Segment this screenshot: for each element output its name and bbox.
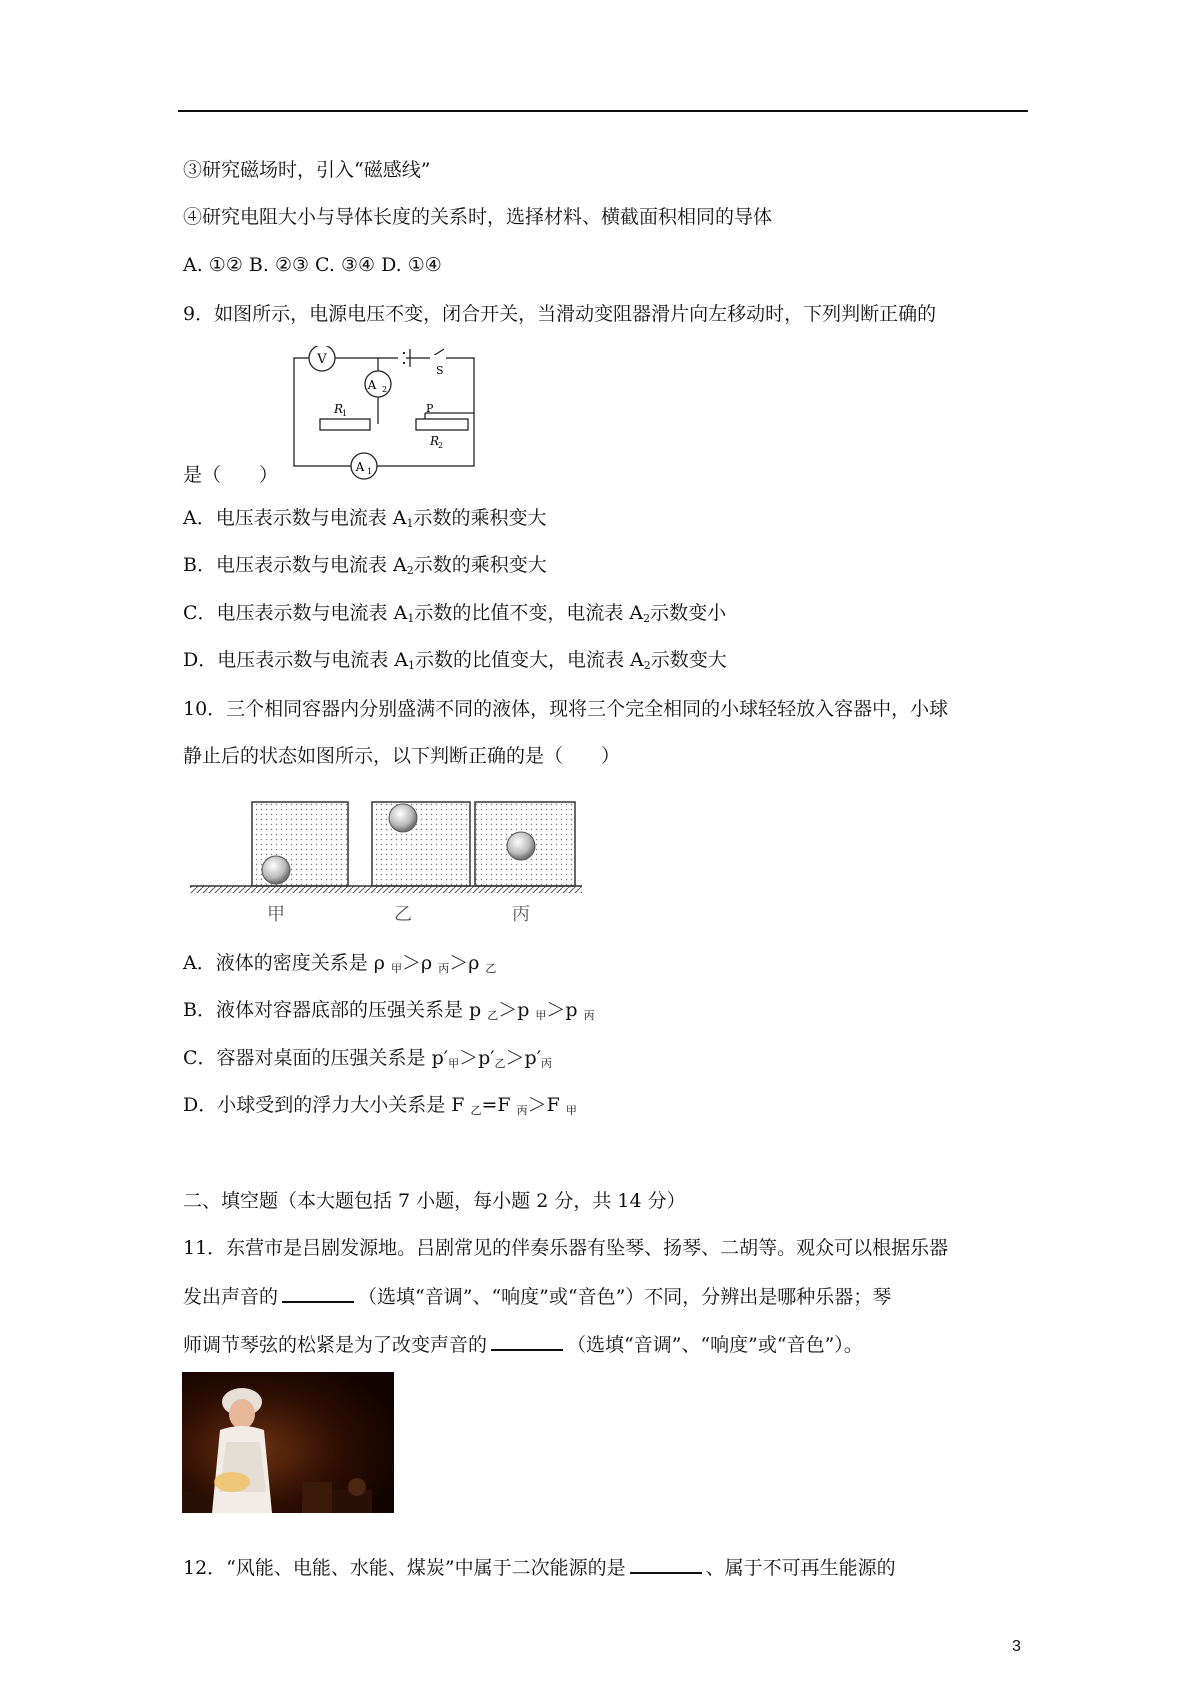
- page-number: 3: [1012, 1638, 1021, 1655]
- option-10a: A．液体的密度关系是 ρ 甲＞ρ 丙＞ρ 乙: [183, 952, 497, 975]
- resistor-r2-sub: 2: [438, 441, 444, 450]
- circuit-diagram: [290, 346, 480, 482]
- container-label-bing: 丙: [512, 904, 530, 925]
- opera-photo: [182, 1372, 394, 1513]
- question-9-tail: 是（ ）: [183, 464, 279, 486]
- ammeter-a1-label: A: [355, 460, 365, 474]
- resistor-r2-label: R: [430, 434, 440, 448]
- question-11: 11．东营市是吕剧发源地。吕剧常见的伴奏乐器有坠琴、扬琴、二胡等。观众可以根据乐器: [183, 1237, 949, 1259]
- question-12: 12．“风能、电能、水能、煤炭”中属于二次能源的是 、属于不可再生能源的: [183, 1554, 896, 1581]
- section-2-heading: 二、填空题（本大题包括 7 小题，每小题 2 分，共 14 分）: [183, 1190, 686, 1212]
- containers-diagram: [190, 798, 582, 926]
- question-11-line-2: 发出声音的 （选填“音调”、“响度”或“音色”）不同，分辨出是哪种乐器；琴: [183, 1283, 891, 1310]
- container-label-yi: 乙: [394, 904, 412, 925]
- ammeter-a2-sub: 2: [382, 385, 388, 394]
- header-rule: [178, 110, 1028, 112]
- text-line: ④研究电阻大小与导体长度的关系时，选择材料、横截面积相同的导体: [183, 206, 773, 228]
- answer-blank[interactable]: [282, 1283, 354, 1303]
- voltmeter-label: V: [317, 352, 327, 367]
- text-line: ③研究磁场时，引入“磁感线”: [183, 159, 431, 181]
- option-9a: A．电压表示数与电流表 A1示数的乘积变大: [183, 507, 547, 530]
- option-10d: D．小球受到的浮力大小关系是 F 乙=F 丙＞F 甲: [183, 1094, 577, 1117]
- option-9d: D．电压表示数与电流表 A1示数的比值变大，电流表 A2示数变大: [183, 649, 727, 672]
- question-10: 10．三个相同容器内分别盛满不同的液体，现将三个完全相同的小球轻轻放入容器中，小球: [183, 698, 949, 720]
- resistor-r1-label: R: [334, 402, 344, 416]
- ammeter-a1-sub: 1: [367, 467, 373, 476]
- ammeter-a2-label: A: [367, 378, 377, 392]
- answer-blank[interactable]: [491, 1331, 563, 1351]
- question-9: 9．如图所示，电源电压不变，闭合开关，当滑动变阻器滑片向左移动时，下列判断正确的: [183, 303, 937, 325]
- question-11-line-3: 师调节琴弦的松紧是为了改变声音的 （选填“音调”、“响度”或“音色”）。: [183, 1331, 863, 1358]
- option-10c: C．容器对桌面的压强关系是 p′甲＞p′乙＞p′丙: [183, 1047, 553, 1070]
- answer-blank[interactable]: [630, 1554, 702, 1574]
- slider-p-label: P: [426, 402, 434, 415]
- question-10-cont: 静止后的状态如图所示，以下判断正确的是（ ）: [183, 745, 621, 767]
- option-10b: B．液体对容器底部的压强关系是 p 乙＞p 甲＞p 丙: [183, 999, 595, 1022]
- option-9b: B．电压表示数与电流表 A2示数的乘积变大: [183, 554, 547, 577]
- resistor-r1-sub: 1: [342, 409, 348, 418]
- container-label-jia: 甲: [267, 904, 285, 925]
- switch-s-label: S: [436, 364, 444, 377]
- option-9c: C．电压表示数与电流表 A1示数的比值不变，电流表 A2示数变小: [183, 602, 727, 625]
- answer-options: A. ①② B. ②③ C. ③④ D. ①④: [183, 254, 442, 276]
